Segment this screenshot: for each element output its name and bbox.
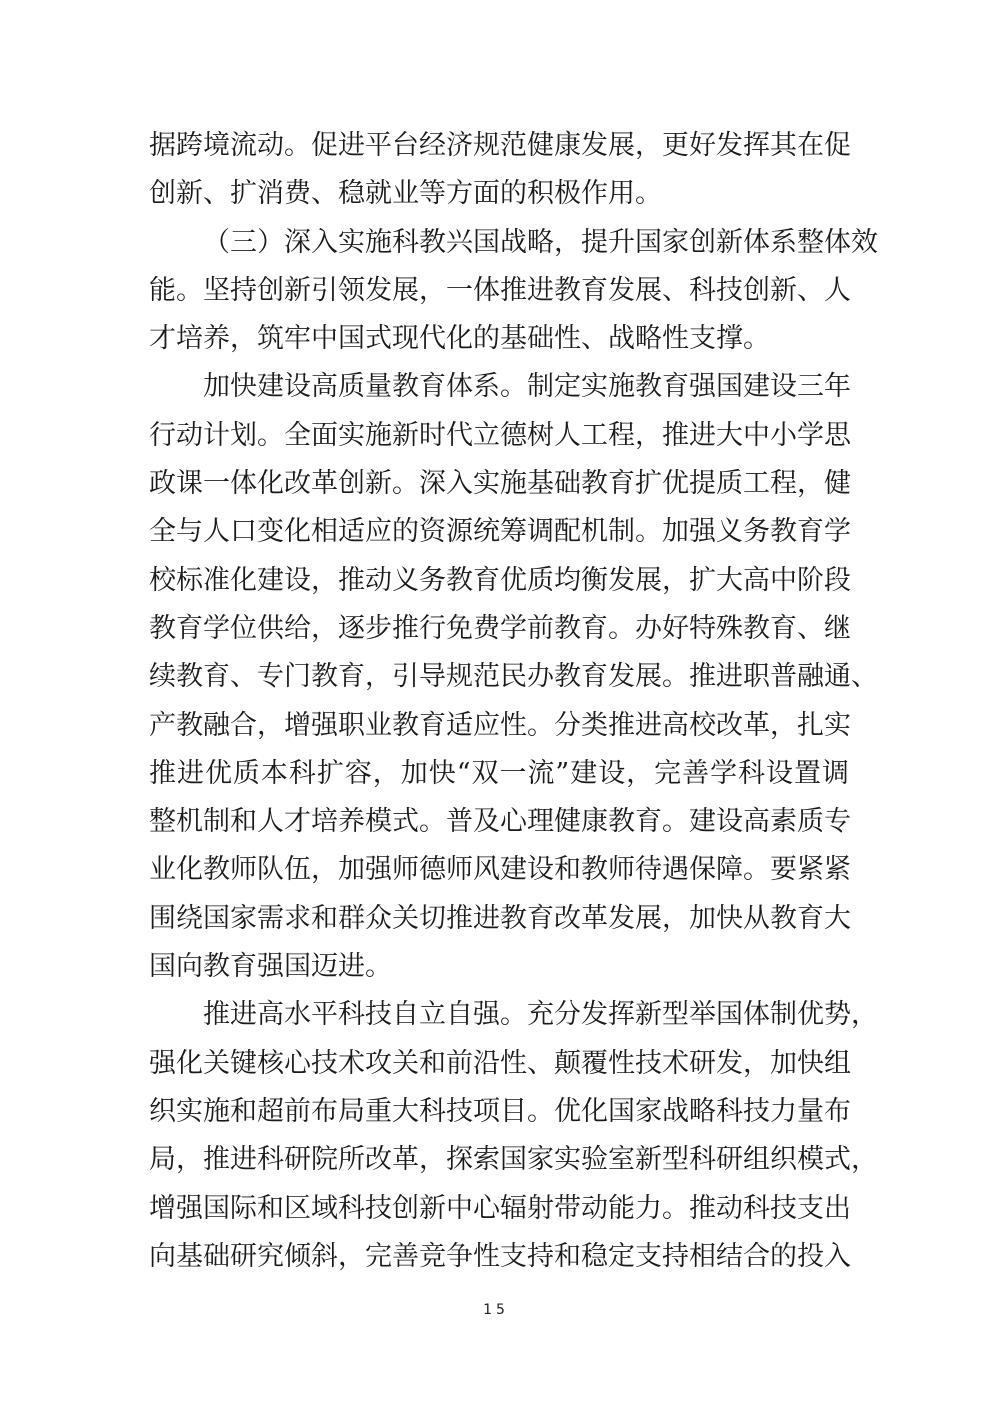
text-line: 局，推进科研院所改革，探索国家实验室新型科研组织模式，: [149, 1144, 878, 1176]
text-line: 强化关键核心技术攻关和前沿性、颠覆性技术研发，加快组: [149, 1047, 851, 1079]
text-line: 全与人口变化相适应的资源统筹调配机制。加强义务教育学: [149, 516, 851, 548]
text-line: 教育学位供给，逐步推行免费学前教育。办好特殊教育、继: [149, 612, 851, 644]
text-line: 才培养，筑牢中国式现代化的基础性、战略性支撑。: [149, 323, 770, 355]
text-line: 校标准化建设，推动义务教育优质均衡发展，扩大高中阶段: [149, 564, 851, 596]
text-line: 推进优质本科扩容，加快“双一流”建设，完善学科设置调: [149, 757, 849, 789]
paragraph-start-line: 推进高水平科技自立自强。充分发挥新型举国体制优势，: [203, 999, 878, 1031]
text-line: 整机制和人才培养模式。普及心理健康教育。建设高素质专: [149, 806, 851, 838]
text-line: 织实施和超前布局重大科技项目。优化国家战略科技力量布: [149, 1095, 851, 1127]
text-line: 产教融合，增强职业教育适应性。分类推进高校改革，扎实: [149, 709, 851, 741]
body-text: [149, 122, 878, 1281]
text-line: 据跨境流动。促进平台经济规范健康发展，更好发挥其在促: [149, 130, 851, 161]
section-heading-line: （三）深入实施科教兴国战略，提升国家创新体系整体效: [203, 226, 878, 258]
page-number: 15: [483, 1302, 509, 1318]
text-line: 向基础研究倾斜，完善竞争性支持和稳定支持相结合的投入: [149, 1240, 851, 1272]
text-line: 能。坚持创新引领发展，一体推进教育发展、科技创新、人: [149, 274, 851, 306]
text-line: 政课一体化改革创新。深入实施基础教育扩优提质工程，健: [149, 468, 851, 500]
text-line: 业化教师队伍，加强师德师风建设和教师待遇保障。要紧紧: [149, 854, 851, 886]
text-line: 围绕国家需求和群众关切推进教育改革发展，加快从教育大: [149, 902, 851, 934]
text-line: 续教育、专门教育，引导规范民办教育发展。推进职普融通、: [149, 661, 878, 693]
text-line: 增强国际和区域科技创新中心辐射带动能力。推动科技支出: [149, 1192, 851, 1224]
paragraph-start-line: 加快建设高质量教育体系。制定实施教育强国建设三年: [203, 371, 851, 403]
text-line: 创新、扩消费、稳就业等方面的积极作用。: [149, 178, 662, 210]
text-line: 国向教育强国迈进。: [149, 951, 392, 983]
text-line: 行动计划。全面实施新时代立德树人工程，推进大中小学思: [149, 419, 851, 451]
